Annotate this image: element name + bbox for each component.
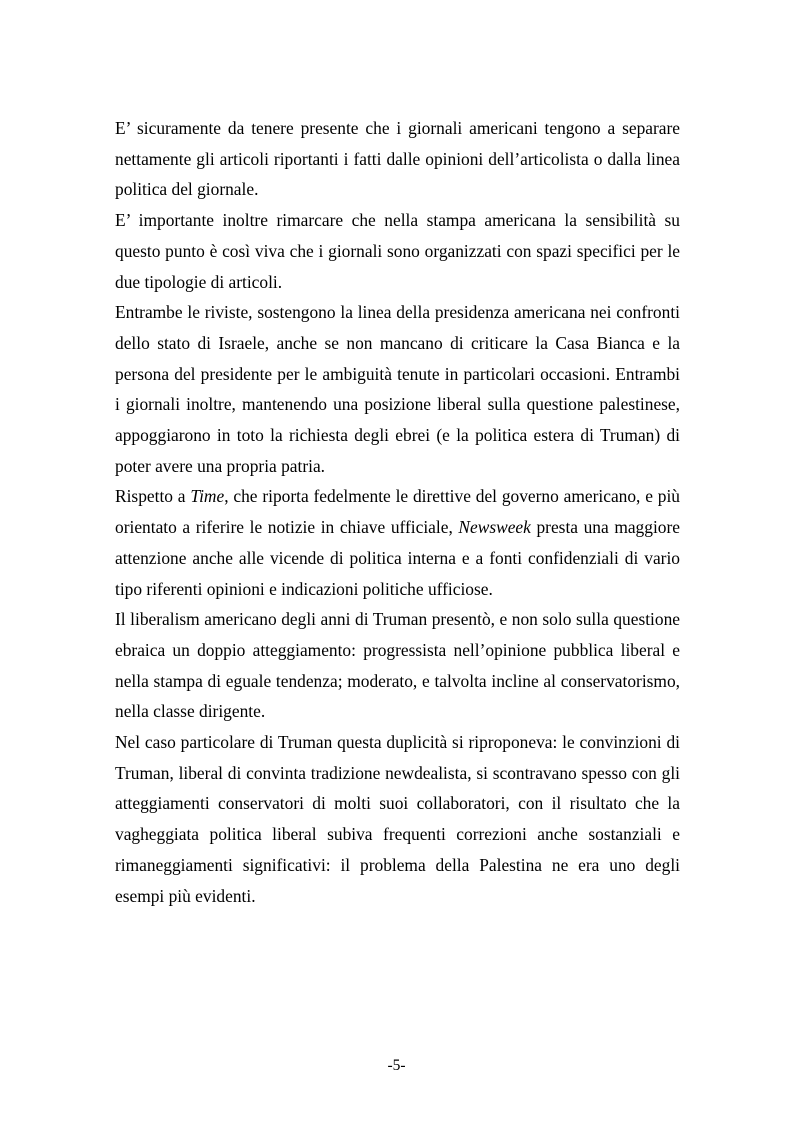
magazine-title-time: Time: [190, 486, 225, 507]
paragraph-3: [115, 297, 680, 481]
paragraph-2: [115, 205, 680, 297]
paragraph-6: [115, 727, 680, 911]
text-segment: Rispetto a: [115, 486, 191, 507]
text-segment: Entrambe le riviste, sostengono la linea della presidenza americana nei confronti dello stato di Israele, anche se non mancano di criticare la Casa Bianca e la persona del presidente per le ambiguità tenute in particolari occasioni. Entrambi i giornali inoltre, mantenendo una posizione liberal sulla questione palestinese, appoggiarono in toto la richiesta degli ebrei (e la politica estera di Truman) di poter avere una propria patria.: [115, 302, 680, 476]
text-segment: presta una maggiore attenzione anche alle vicende di politica interna e a fonti confidenziali di vario tipo riferenti opinioni e indicazioni politiche ufficiose.: [115, 517, 680, 599]
text-segment: E’ sicuramente da tenere presente che i giornali americani tengono a separare nettamente gli articoli riportanti i fatti dalle opinioni dell’articolista o dalla linea politica del giornale.: [115, 118, 680, 200]
paragraph-5: [115, 604, 680, 727]
text-segment: , che riporta fedelmente le direttive del governo americano, e più orientato a riferire le notizie in chiave ufficiale,: [115, 486, 680, 538]
page-number: -5-: [387, 1057, 406, 1074]
text-segment: Nel caso particolare di Truman questa duplicità si riproponeva: le convinzioni di Truman, liberal di convinta tradizione newdealista, si scontravano spesso con gli atteggiamenti conservatori di molti suoi collaboratori, con il risultato che la vagheggiata politica liberal subiva frequenti correzioni anche sostanziali e rimaneggiamenti significativi: il problema della Palestina ne era uno degli esempi più evidenti.: [115, 732, 680, 906]
magazine-title-newsweek: Newsweek: [458, 517, 531, 538]
paragraph-4: [115, 481, 680, 604]
paragraph-1: [115, 113, 680, 205]
document-body: [115, 113, 680, 911]
text-segment: E’ importante inoltre rimarcare che nella stampa americana la sensibilità su questo punto è così viva che i giornali sono organizzati con spazi specifici per le due tipologie di articoli.: [115, 210, 680, 292]
text-segment: Il liberalism americano degli anni di Truman presentò, e non solo sulla questione ebraica un doppio atteggiamento: progressista nell’opinione pubblica liberal e nella stampa di eguale tendenza; moderato, e talvolta incline al conservatorismo, nella classe dirigente.: [115, 609, 680, 722]
